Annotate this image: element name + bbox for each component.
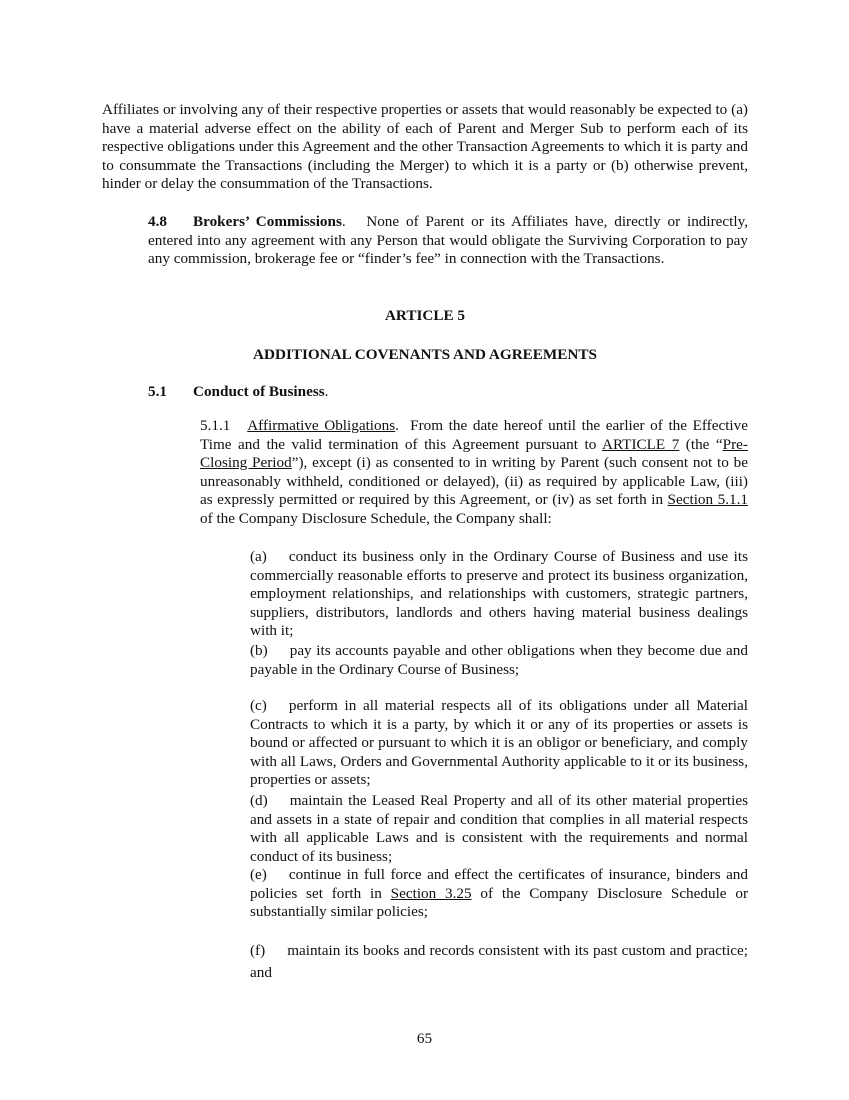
- section-5-1-1-link[interactable]: Section 5.1.1: [667, 491, 748, 509]
- item-text: perform in all material respects all of its obligations under all Material Contracts to which it is a party, by which it or any of its properties or assets is bound or affected or pursuant to which it is an obligor or beneficiary, and comply with all Laws, Orders and Governmental Authority applicable to it or its business, properties or assets;: [250, 697, 748, 789]
- section-5-1: 5.1 Conduct of Business.: [148, 383, 329, 400]
- item-f: [102, 940, 748, 984]
- paragraph-top: [102, 101, 748, 194]
- paragraph-affiliates: Affiliates or involving any of their respective properties or assets that would reasonably be expected to (a) have a material adverse effect on the ability of each of Parent and Merger Sub to perform each of its respective obligations under this Agreement and the other Transaction Agreements to which it is party and to consummate the Transactions (including the Merger) to which it is a party or (b) otherwise prevent, hinder or delay the consummation of the Transactions.: [102, 101, 748, 193]
- item-label: (e): [250, 866, 267, 883]
- article-title: ADDITIONAL COVENANTS AND AGREEMENTS: [253, 346, 597, 363]
- item-a: [102, 548, 748, 641]
- section-title: Conduct of Business: [192, 383, 325, 400]
- subsection-number: 5.1.1: [200, 417, 231, 434]
- item-e: (e) continue in full force and effect the certificates of insurance, binders and policies set forth in Section 3.25 of the Company Disclosure Schedule or substantially similar policies;: [250, 866, 748, 921]
- article-7-link[interactable]: ARTICLE 7: [601, 435, 680, 453]
- section-3-25-link[interactable]: Section 3.25: [390, 884, 472, 902]
- subsection-title: Affirmative Obligations: [247, 417, 396, 434]
- page-number: 65: [416, 1030, 433, 1047]
- section-4-8: 4.8 Brokers’ Commissions. None of Parent or its Affiliates have, directly or indirectly, entered into any agreement with any Person that would obligate the Surviving Corporation to pay any commission, brokerage fee or “finder’s fee” in connection with the Transactions.: [148, 213, 748, 268]
- item-c: [102, 697, 748, 790]
- item-text: maintain its books and records consistent with its past custom and practice; and: [250, 942, 748, 981]
- item-text: maintain the Leased Real Property and all of its other material properties and assets in a state of repair and condition that complies in all material respects with all applicable Laws and is consistent with the requirements and normal conduct of its business;: [250, 792, 748, 865]
- item-text: conduct its business only in the Ordinary Course of Business and use its commercially reasonable efforts to preserve and protect its business organization, employment relationships, and relationships with customers, strategic partners, suppliers, distributors, landlords and others having material business dealings with it;: [250, 548, 748, 640]
- item-label: (f): [250, 942, 266, 959]
- item-label: (c): [250, 697, 267, 714]
- item-label: (a): [250, 548, 267, 565]
- section-title: Brokers’ Commissions: [192, 213, 342, 230]
- item-label: (d): [250, 792, 268, 809]
- section-number: 4.8: [148, 213, 167, 230]
- article-heading: ARTICLE 5: [384, 307, 466, 324]
- pre-closing-period-link[interactable]: Pre-Closing Period: [200, 435, 748, 472]
- section-5-1-1: 5.1.1 Affirmative Obligations. From the date hereof until the earlier of the Effective Time and the valid termination of this Agreement pursuant to ARTICLE 7 (the “Pre-Closing Period”), except (i) as consented to in writing by Parent (such consent not to be unreasonably withheld, conditioned or delayed), (ii) as required by applicable Law, (iii) as expressly permitted or required by this Agreement, or (iv) as set forth in Section 5.1.1 of the Company Disclosure Schedule, the Company shall:: [200, 417, 748, 527]
- item-label: (b): [250, 642, 268, 659]
- section-body: None of Parent or its Affiliates have, directly or indirectly, entered into any agreement with any Person that would obligate the Surviving Corporation to pay any commission, brokerage fee or “finder’s fee” in connection with the Transactions.: [148, 213, 748, 268]
- item-b: [102, 642, 748, 679]
- section-number: 5.1: [148, 383, 167, 400]
- item-text: pay its accounts payable and other obligations when they become due and payable in the Ordinary Course of Business;: [250, 642, 748, 678]
- item-d: [102, 792, 748, 866]
